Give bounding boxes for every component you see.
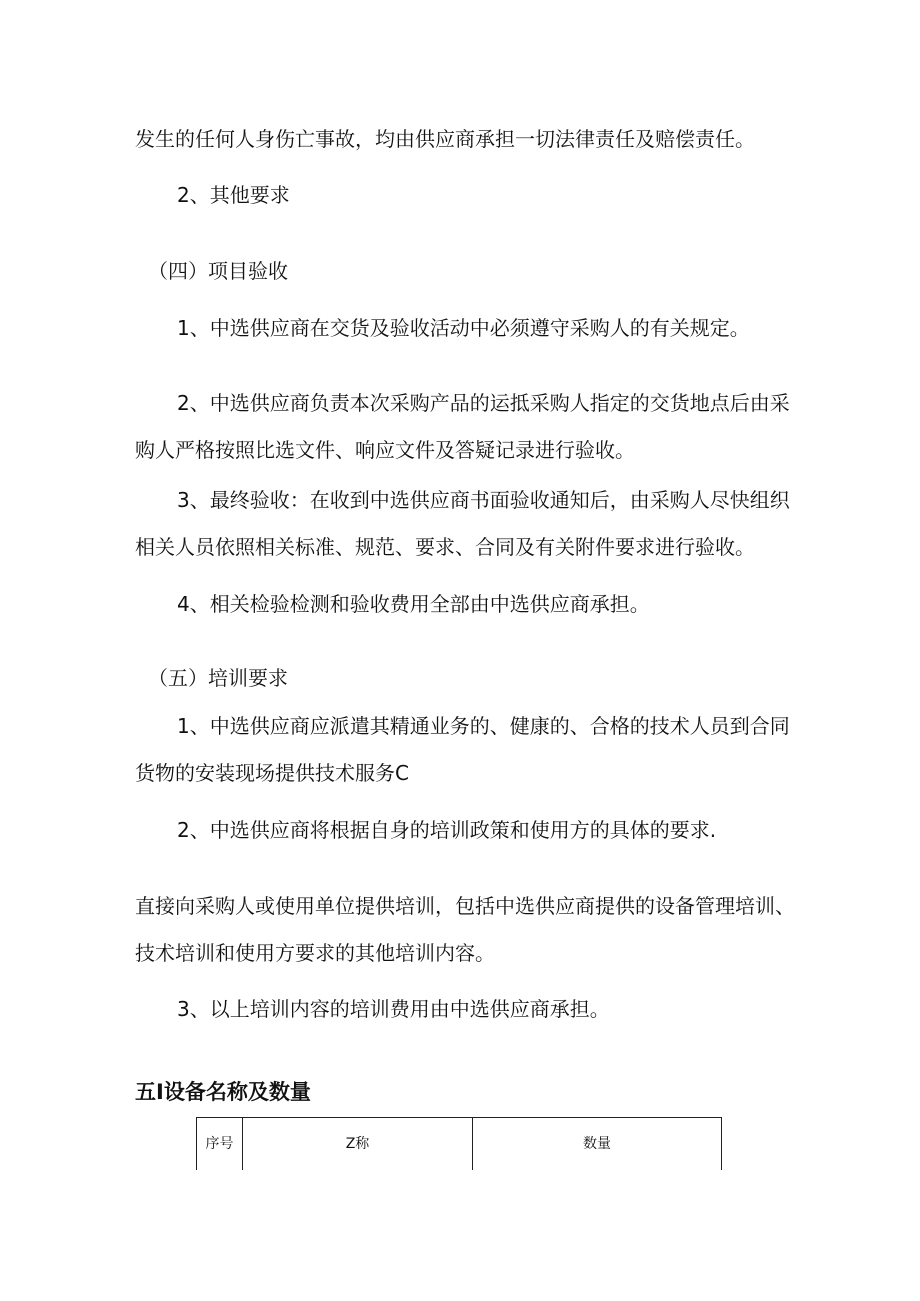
paragraph-line: 发生的任何人身伤亡事故，均由供应商承担一切法律责任及赔偿责任。	[135, 127, 755, 151]
paragraph-line: （五）培训要求	[148, 666, 288, 690]
paragraph-line: 直接向采购人或使用单位提供培训，包括中选供应商提供的设备管理培训、	[135, 894, 795, 918]
paragraph-line: 1、中选供应商应派遣其精通业务的、健康的、合格的技术人员到合同	[177, 714, 790, 738]
paragraph-line: 2、其他要求	[177, 183, 290, 207]
paragraph-line: 3、最终验收：在收到中选供应商书面验收通知后，由采购人尽快组织	[177, 488, 790, 512]
paragraph-line: 技术培训和使用方要求的其他培训内容。	[135, 941, 495, 965]
table-header-cell: Z称	[242, 1118, 472, 1170]
paragraph-line: 1、中选供应商在交货及验收活动中必须遵守采购人的有关规定。	[177, 316, 750, 340]
paragraph-line: 货物的安装现场提供技术服务C	[135, 761, 409, 785]
section-heading: 五I设备名称及数量	[135, 1080, 311, 1104]
paragraph-line: 2、中选供应商负责本次采购产品的运抵采购人指定的交货地点后由采	[177, 391, 790, 415]
paragraph-line: 3、以上培训内容的培训费用由中选供应商承担。	[177, 997, 610, 1021]
paragraph-line: 相关人员依照相关标准、规范、要求、合同及有关附件要求进行验收。	[135, 535, 755, 559]
paragraph-line: 2、中选供应商将根据自身的培训政策和使用方的具体的要求.	[177, 818, 717, 842]
paragraph-line: 购人严格按照比选文件、响应文件及答疑记录进行验收。	[135, 438, 635, 462]
table-header-cell: 序号	[196, 1118, 242, 1170]
table-header-cell: 数量	[472, 1118, 722, 1170]
paragraph-line: 4、相关检验检测和验收费用全部由中选供应商承担。	[177, 592, 650, 616]
paragraph-line: （四）项目验收	[148, 259, 288, 283]
equipment-table	[196, 1117, 722, 1170]
